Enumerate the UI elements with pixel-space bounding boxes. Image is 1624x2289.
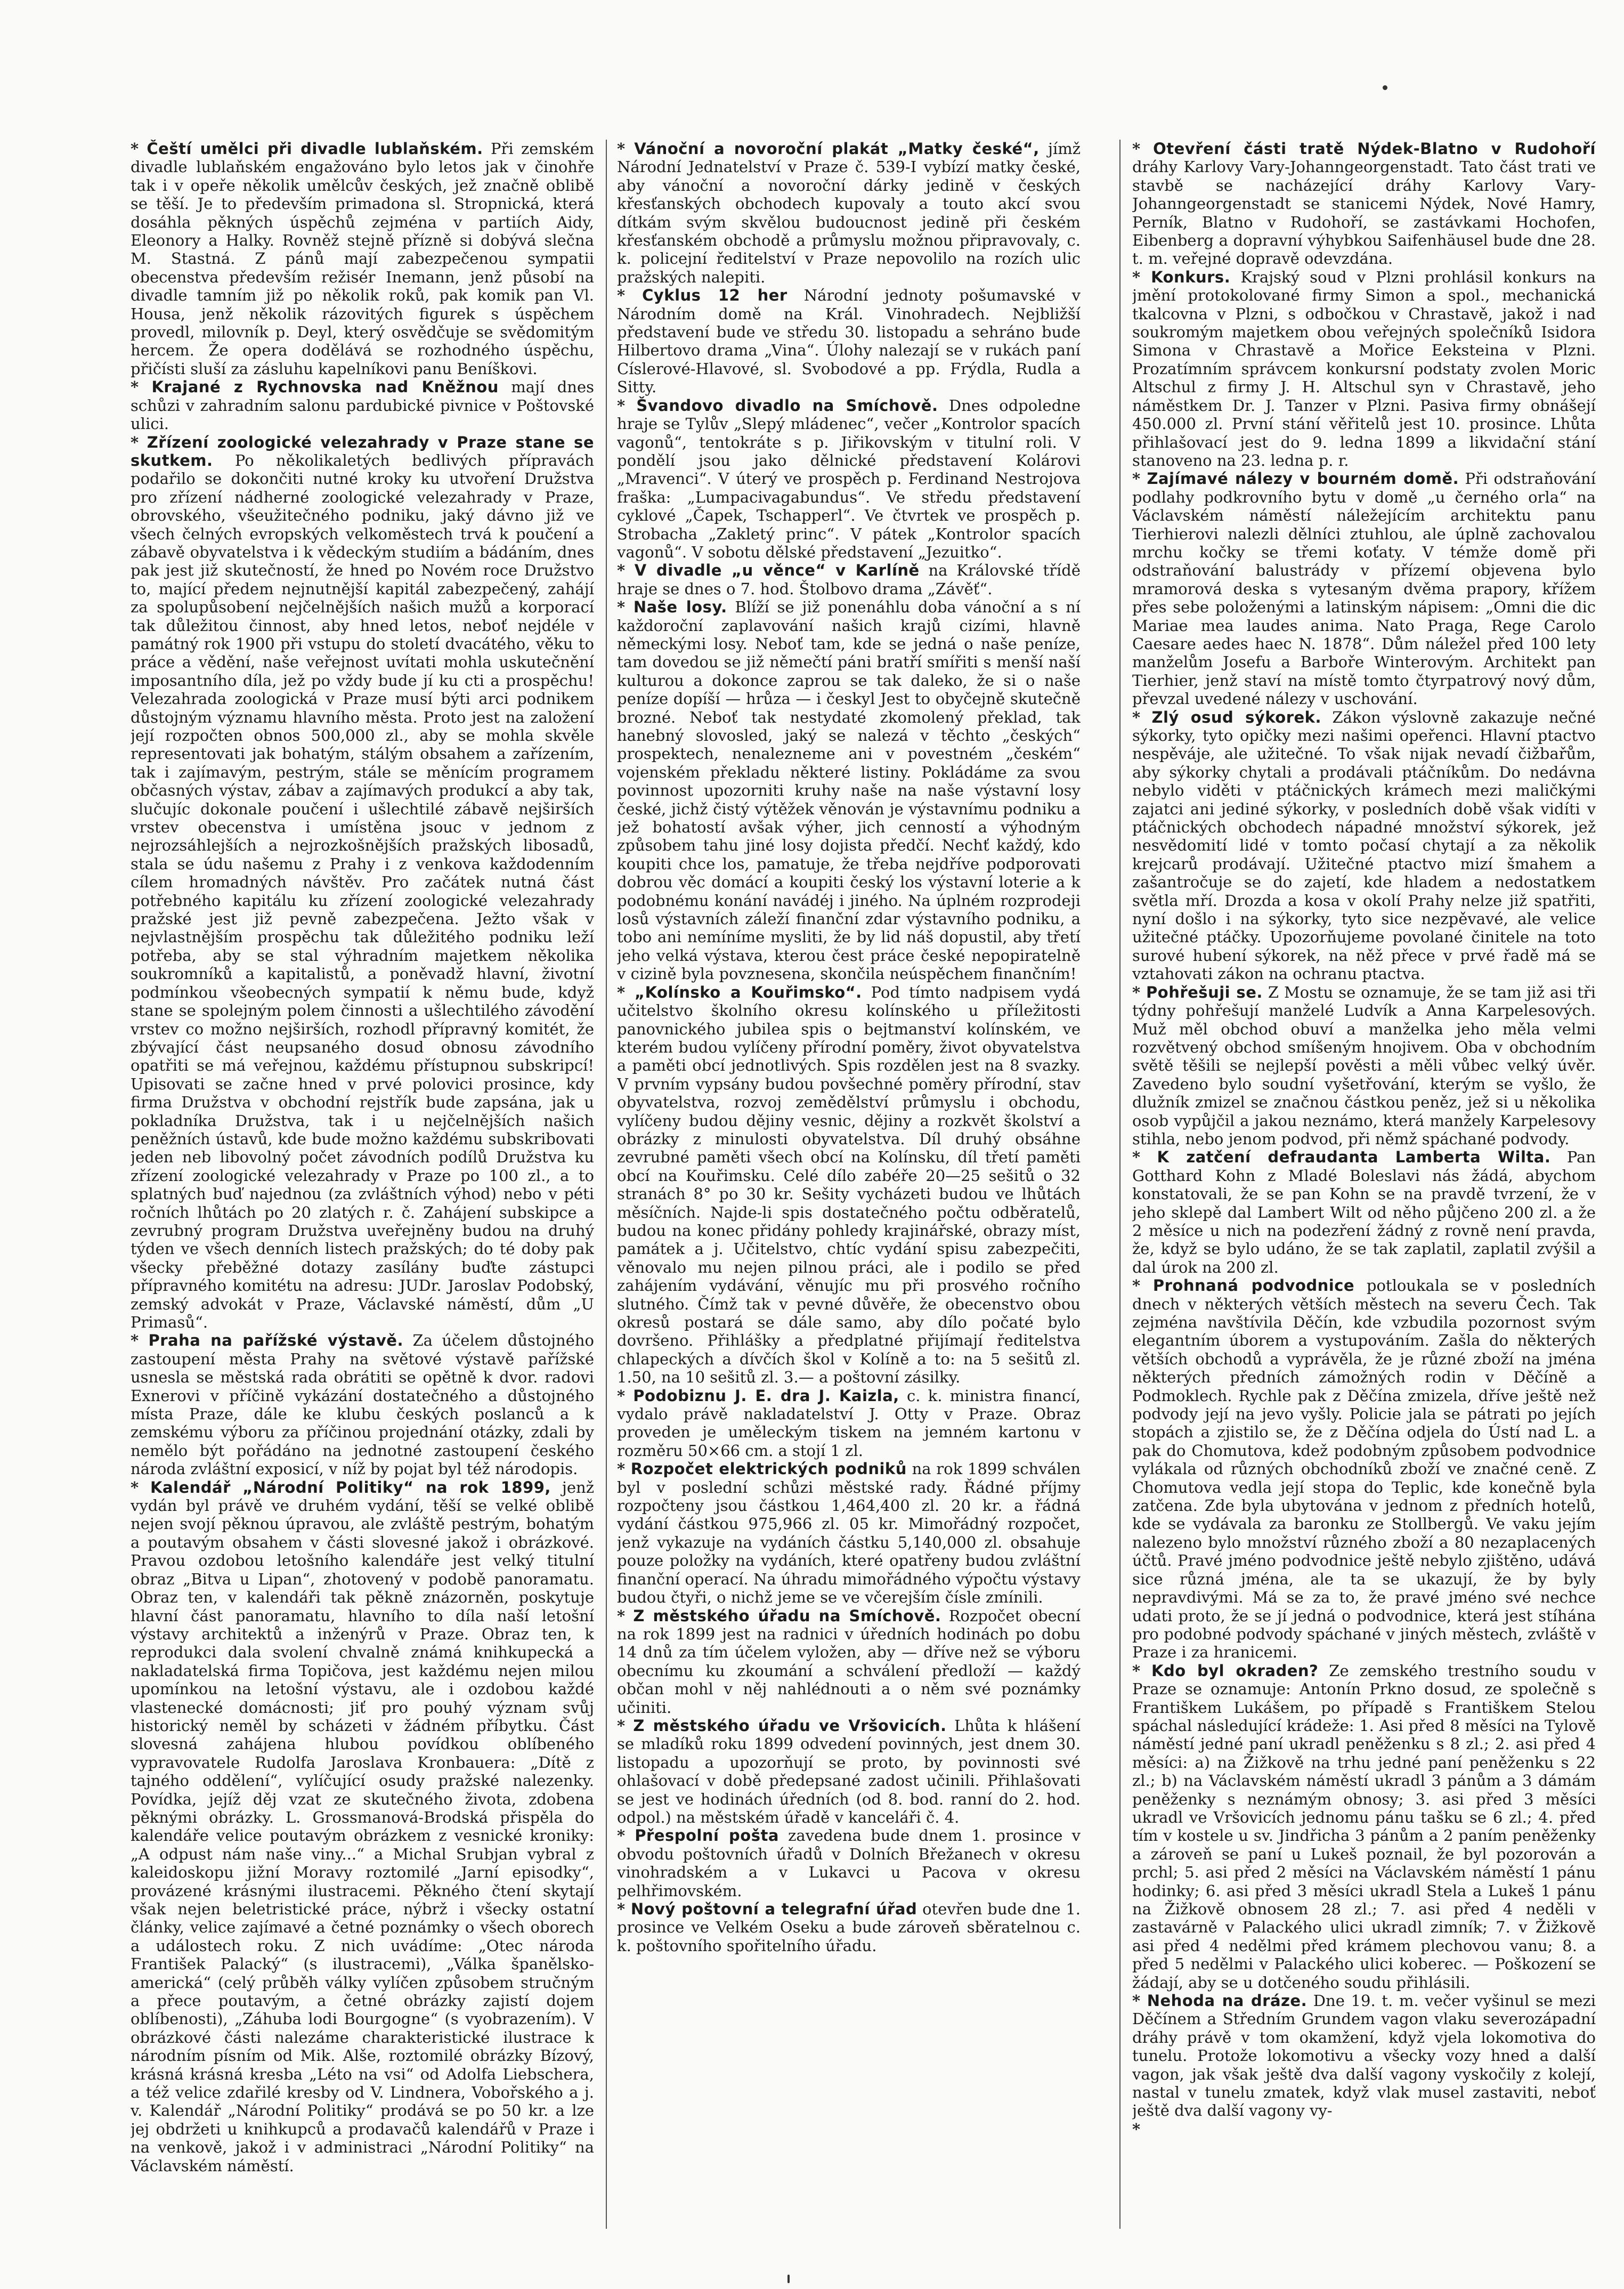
article-headline: Naše losy. — [633, 598, 727, 617]
asterisk-mark: * — [617, 1386, 634, 1405]
article-body: c. k. ministra financí, vydalo právě nakladatelství J. Otty v Praze. Obraz proveden je uměleckým tiskem na jemném kartonu v rozměru 50×66 cm. a stojí 1 zl. — [617, 1386, 1081, 1460]
article — [617, 1826, 1081, 1900]
asterisk-mark: * — [131, 1331, 149, 1350]
article-headline: Konkurs. — [1151, 268, 1231, 286]
asterisk-mark: * — [617, 1460, 631, 1478]
article — [1132, 1148, 1596, 1276]
article-headline: Nehoda na dráze. — [1147, 1992, 1308, 2010]
asterisk-mark: * — [1132, 470, 1147, 488]
article — [1132, 268, 1596, 470]
article-body: Při zemském divadle lublaňském engažováno bylo letos jak v činohře tak i v opeře několik umělcův českých, jež značně oblibě se těší. Je to především primadona sl. Stropnická, která dosáhla pěkných úspěchů zejména v partiích Aidy, Eleonory a Halky. Rovněž stejně přízně si dobývá slečna M. Stastná. Z pánů mají zabezpečenou sympatii obecenstva především režisér Inemann, jenž působí na divadle tamním již po několik roků, pak komik pan Vl. Housa, jenž několik rázovitých figurek s úspěchem provedl, milovník p. Deyl, který osvědčuje se svědomitým hercem. Že opera dodělává se rozhodného úspěchu, přičísti sluší za zásluhu kapelníkovi panu Beníškovi. — [131, 140, 594, 378]
article — [131, 433, 594, 1332]
article — [617, 1387, 1081, 1460]
column-3 — [1132, 140, 1596, 2245]
article-body: Pan Gotthard Kohn z Mladé Boleslavi nás žádá, abychom konstatovali, že se pan Kohn se na pravdě tvrzení, že v jeho sklepě dal Lambert Wilt od něho půjčeno 200 zl. a že 2 měsíce u nich na podezření žádný z rovně není pravda, že, když se bylo udáno, že se tak zaplatil, zaplatil zvýšil a dal úrok na 200 zl. — [1132, 1148, 1596, 1276]
article-body: zavedena bude dnem 1. prosince v obvodu poštovních úřadů v Dolních Břežanech v okresu vinohradském a v Lukavci u Pacova v okresu pelhřimovském. — [617, 1826, 1081, 1900]
article-headline: Krajané z Rychnovska nad Kněžnou — [151, 378, 499, 397]
article-body: dráhy Karlovy Vary-Johanngeorgenstadt. Tato část trati ve stavbě se nacházející dráhy Karlovy Vary-Johanngeorgenstadt se stanicemi Nýdek, Nové Hamry, Perník, Blatno v Rudohoří, se zastávkami Hochofen, Eibenberg a dopravní výhybkou Saifenhäusel bude dne 28. t. m. veřejné dopravě odevzdána. — [1132, 158, 1596, 268]
asterisk-mark: * — [131, 433, 147, 451]
asterisk-mark: * — [131, 378, 152, 397]
article-headline: Kalendář „Národní Politiky“ na rok 1899, — [150, 1478, 551, 1497]
asterisk-mark: * — [617, 396, 637, 415]
article-headline: Přespolní pošta — [635, 1826, 779, 1845]
article-headline: Podobiznu J. E. dra J. Kaizla, — [633, 1386, 899, 1405]
asterisk-mark: * — [1132, 1276, 1153, 1295]
article-headline: Pohřešuji se. — [1146, 983, 1263, 1001]
article — [617, 286, 1081, 396]
article-headline: Z městského úřadu ve Vršovicích. — [633, 1716, 947, 1735]
article-body: jenž vydán byl právě ve druhém vydání, těší se velké oblibě nejen svojí pěknou úpravou, ale zvláště pestrým, bohatým a poutavým obsahem v části slovesné jakož i obrázkové. Pravou ozdobou letošního kalendáře jest velký titulní obraz „Bitva u Lipan“, zhotovený v podobě panoramatu. Obraz ten, v kalendáři tak pěkně znázorněn, poskytuje hlavní část panoramatu, hlavního to díla naší letošní výstavy architektů a inženýrů v Praze. Obraz ten, k reprodukci dala svolení chvalně známá knihkupecká a nakladatelská firma Topičova, jest každému nejen milou upomínkou na letošní výstavu, ale i ozdobou každé vlastenecké domácnosti; jiť pro pouhý význam svůj historický neměl by scházeti v žádném příbytku. Část slovesná zahájena hlubou povídkou oblíbeného vypravovatele Rudolfa Jaroslava Kronbauera: „Dítě z tajného oddělení“, vylíčující osudy pražské nalezenky. Povídka, jejíž děj vzat ze skutečného života, zdobena pěknými obrázky. L. Grossmanová-Brodská přispěla do kalendáře velice poutavým obrázkem z vesnické kroniky: „A odpust nám naše viny...“ a Michal Srubjan vybral z kaleidoskopu jižní Moravy roztomilé „Jarní episodky“, provázené krásnými ilustracemi. Pěkného čtení skytají však nejen beletristické práce, nýbrž i všecky ostatní články, velice zajímavé a četné poznámky o všech oborech a událostech roku. Z nich uvádíme: „Otec národa František Palacký“ (s ilustracemi), „Válka španělsko-americká“ (celý průběh války vylíčen způsobem stručným a přece poutavým, a četné obrázky zajistí dojem oblíbenosti), „Záhuba lodi Bourgogne“ (s vyobrazením). V obrázkové části nalezáme charakteristické ilustrace k národním písním od Mik. Alše, roztomilé obrázky Bízový, krásná krásná kresba „Léto na vsi“ od Adolfa Liebschera, a též velice zdařilé kresby od V. Lindnera, Vobořského a j. v. Kalendář „Národní Politiky“ prodává se po 50 kr. a lze jej obdržeti u knihkupců a prodavačů kalendářů v Praze i na venkově, jakož i v administraci „Národní Politiky“ na Václavském náměstí. — [131, 1478, 594, 2175]
article-body: na rok 1899 schválen byl v poslední schůzi městské rady. Řádné příjmy rozpočteny jsou částkou 1,464,400 zl. 20 kr. a řádná vydání částkou 975,966 zl. 05 kr. Mimořádný rozpočet, jenž vykazuje na vydáních částku 5,140,000 zl. obsahuje pouze položky na vydáních, které opatřeny budou zvláštní finanční operací. Na úhradu mimořádného výpočtu výstavy budou čtyři, o nichž jeme se ve včerejším čísle zmínili. — [617, 1460, 1081, 1607]
article-headline: Zajímavé nálezy v bourném domě. — [1147, 470, 1459, 488]
article-body: Blíží se již ponenáhlu doba vánoční a s ní každoroční zaplavování našich krajů cizími, hlavně německými losy. Neboť tam, kde se jedná o naše peníze, tam dovedou se již němečtí páni bratří smířiti s menší naší kulturou a dokonce zaprou se tak daleko, že si o naše peníze dopíší — hrůza — i českyl Jest to obyčejně skutečně brozné. Neboť tak nestydaté zkomolený překlad, tak hanebný slovosled, jaký se nalezá v těchto „českých“ prospektech, nenalezneme ani v povestném „českém“ vojenském překladu některé listiny. Pokládáme za svou povinnost upozorniti kruhy naše na naše výstavní losy české, jichž čistý výtěžek věnován je výstavnímu podniku a jež bohatostí avšak výher, jich cenností a výhodným způsobem tahu jiné losy dojista předčí. Nechť každý, kdo koupiti chce los, pamatuje, že třeba nejdříve podporovati dobrou věc domácí a koupiti český los výstavní loterie a k podobnému konání navádéj i jiného. Na úplném rozprodeji losů výstavních záleží finanční zdar výstavního podniku, a tobo ani nemíníme mysliti, že by lid náš dopustil, aby třetí jeho velká výstava, kterou čest práce české nepopiratelně v cizině byla povznesena, skončila neúspěchem finančním! — [617, 598, 1081, 983]
article — [1132, 708, 1596, 983]
asterisk-mark: * — [1132, 708, 1152, 726]
asterisk-mark: * — [617, 1606, 634, 1625]
asterisk-mark: * — [617, 286, 643, 305]
article-headline: Vánoční a novoroční plakát „Matky české“, — [634, 140, 1040, 158]
article-headline: Švandovo divadlo na Smíchově. — [636, 396, 938, 415]
article-body: Ze zemského trestního soudu v Praze se oznamuje: Antonín Prkno dosud, ze společně s Františkem Lukášem, po případě s Františkem Stelou spáchal následující krádeže: 1. Asi před 8 měsíci na Tylově náměstí jedné paní ukradl peněženku s 8 zl.; 2. asi před 4 měsíci: a) na Žižkově na trhu jedné paní peněženku s 22 zl.; b) na Václavském náměstí ukradl 3 pánům a 3 dámám peněženky s neznámým obnosy; 3. asi před 3 měsíci ukradl ve Vršovicích jednomu pánu tašku se 6 zl.; 4. před tím v kostele u sv. Jindřicha 3 pánům a 2 paním peněženky a zároveň se paní u Lukeš poznail, že byl pozorován a prchl; 5. asi před 2 měsíci na Václavském náměstí 1 pánu hodinky; 6. asi před 3 měsíci ukradl Stela a Lukeš 1 pánu na Žižkově obnosem 28 zl.; 7. asi před 4 neděli v zastavárně v Palackého ulici ukradl zimník; 7. v Žižkově asi před 4 nedělmi před krámem plechovou vanu; 8. a před 5 nedělmi v Palackého ulici koberec. — Poškození se žádají, aby se u dotčeného soudu přihlásili. — [1132, 1661, 1596, 1992]
asterisk-mark: * — [1132, 1661, 1151, 1680]
asterisk-mark: * — [1132, 2120, 1141, 2138]
column-2 — [617, 140, 1081, 2245]
article-headline: Z městského úřadu na Smíchově. — [633, 1606, 941, 1625]
article-headline: Prohnaná podvodnice — [1152, 1276, 1355, 1295]
article — [617, 140, 1081, 286]
article-body: Při odstraňování podlahy podkrovního bytu v domě „u černého orla“ na Václavském náměstí náležejícím architektu panu Tierhierovi nalezli dělníci ztuhlou, ale úplně zachovalou mrchu kočky se třemi koťaty. V témže domě při odstraňování balustrády v přízemí objevena bylo mramorová deska s vytesaným dvěma prapory, křížem přes sebe položenými a latinským nápisem: „Omni die dic Mariae mea laudes anima. Nato Praga, Rege Carolo Caesare aedes haec N. 1878“. Dům náležel před 100 lety manželům Josefu a Barboře Winterovým. Architekt pan Tierhier, jenž staví na místě tomto čtyrpatrový nový dům, převzal uvedené nálezy v uschování. — [1132, 470, 1596, 708]
article-body: Krajský soud v Plzni prohlásil konkurs na jmění protokolované firmy Simon a spol., mechanická tkalcovna v Plzni, s odbočkou v Chrastavě, jakož i nad soukromým majetkem obou veřejných společníků Isidora Simona v Chrastavě a Mořice Eeksteina v Plzni. Prozatímním správcem konkursní podstaty zvolen Moric Altschul z firmy J. H. Altschul syn v Chrastavě, jeho náměstkem Dr. J. Tanzer v Plzni. Pasiva firmy obnášejí 450.000 zl. První stání věřitelů jest 10. prosince. Lhůta přihlašovací jest do 9. ledna 1899 a likvidační stání stanoveno na 23. ledna p. r. — [1132, 268, 1596, 470]
article-headline: „Kolínsko a Kouřimsko“. — [635, 983, 862, 1001]
asterisk-mark: * — [1132, 1148, 1157, 1167]
article — [1132, 1992, 1596, 2120]
article-headline: Zlý osud sýkorek. — [1151, 708, 1321, 726]
article — [617, 1607, 1081, 1717]
asterisk-mark: * — [131, 1478, 150, 1497]
asterisk-mark: * — [1132, 268, 1151, 286]
article-headline: Cyklus 12 her — [642, 286, 787, 305]
article-headline: Rozpočet elektrických podniků — [630, 1460, 907, 1478]
column-1 — [131, 140, 594, 2245]
article — [617, 598, 1081, 983]
print-speck — [1383, 85, 1387, 90]
article — [1132, 1662, 1596, 1992]
asterisk-mark: * — [1132, 983, 1147, 1001]
asterisk-mark: * — [131, 140, 147, 158]
article — [1132, 140, 1596, 268]
article-headline: Nový poštovní a telegrafní úřad — [630, 1900, 917, 1918]
article-body: Zákon výslovně zakazuje nečné sýkorky, tyto opičky mezi našimi opeřenci. Hlavní ptactvo nespěváje, ale užitečné. To však nijak nevadí čižbařům, aby sýkorky chytali a prodávali ptáčníkům. Do nedávna nebylo viděti v ptáčnických krámech mezi maličkými zajatci ani jediné sýkorky, v posledních době však vidíti v ptáčnických obchodech nápadné množství sýkorek, jež nesvědomití lidé v tomto počasí chytají a za několik krejcarů prodávají. Užitečné ptactvo mizí šmahem a zašantročuje se do zajetí, kde hladem a nedostatkem světla mří. Drozda a kosa v okolí Prahy nelze již spatřiti, nyní došlo i na sýkorky, tyto sice nezpěvavé, ale velice užitečné ptáčky. Upozorňujeme povolané činitele na toto surové hubení sýkorek, na něž přece v prvé řadě má se vztahovati zákon na ochranu ptactva. — [1132, 708, 1596, 983]
article-body: na Královské třídě hraje se dnes o 7. hod. Štolbovo drama „Závěť“. — [617, 561, 1081, 598]
asterisk-mark: * — [617, 1826, 635, 1845]
article-body: Lhůta k hlášení se mladíků roku 1899 odvedení povinných, jest dnem 30. listopadu a upozorňují se proto, by povinnosti své ohlašovací v době předepsané zadost učinili. Přihlašovati se jest ve hodinách úředních (od 8. bod. ranní do 2. hod. odpol.) na městském úřadě v kanceláři č. 4. — [617, 1716, 1081, 1826]
article — [131, 1478, 594, 2175]
print-speck — [787, 2275, 790, 2283]
article — [617, 397, 1081, 562]
article-body: mají dnes schůzi v zahradním salonu pardubické pivnice v Poštovské ulici. — [131, 378, 594, 433]
article — [617, 983, 1081, 1387]
article — [617, 1460, 1081, 1606]
article-headline: Čeští umělci při divadle lublaňském. — [147, 140, 483, 158]
asterisk-mark: * — [617, 561, 635, 580]
article — [617, 561, 1081, 598]
article-body: otevřen bude dne 1. prosince ve Velkém Oseku a bude zároveň sběratelnou c. k. poštovního spořitelního úřadu. — [617, 1900, 1081, 1955]
article-body: Národní jednoty pošumavské v Národním domě na Král. Vinohradech. Nejbližší představení bude ve středu 30. listopadu a sehráno bude Hilbertovo drama „Vina“. Úlohy nalezají se v rukách paní Císlerové-Hlavové, sl. Svobodové a pp. Frýdla, Rudla a Sitty. — [617, 286, 1081, 397]
article — [617, 1900, 1081, 1955]
column-divider — [606, 140, 607, 2229]
asterisk-mark: * — [617, 1900, 631, 1918]
asterisk-mark: * — [1132, 140, 1154, 158]
article-body: Dnes odpoledne hraje se Tylův „Slepý mládenec“, večer „Kontrolor spacích vagonů“, tentokráte s p. Jiřikovským v titulní roli. V pondělí jsou jako dělnické představení Kolárovi „Mravenci“. V úterý ve prospěch p. Ferdinand Nestrojova fraška: „Lumpacivagabundus“. Ve středu představení cyklové „Čapek, Tschapperl“. Ve čtvrtek ve prospěch p. Strobacha „Zakletý princ“. V pátek „Kontrolor spacích vagonů“. V sobotu dělské představení „Jezuitko“. — [617, 396, 1081, 561]
article — [1132, 2120, 1596, 2138]
article — [131, 1331, 594, 1478]
article-body: Za účelem důstojného zastoupení města Prahy na světové výstavě pařížské usnesla se městská rada obrátiti se opětně k dvor. radovi Exnerovi v příčině vykázání dostatečného a důstojného místa Praze, dále ke klubu českých poslanců a k zemskému výboru za příčinou projednání otázky, zdali by nemělo být pořádáno na jednotné zastoupení českého národa zvláštní exposicí, v níž by pojat byl též národopis. — [131, 1331, 594, 1478]
asterisk-mark: * — [617, 983, 635, 1001]
article-headline: Praha na pařížské výstavě. — [148, 1331, 403, 1350]
article-headline: V divadle „u věnce“ v Karlíně — [634, 561, 920, 580]
asterisk-mark: * — [1132, 1992, 1147, 2010]
article-body: potloukala se v posledních dnech v některých větších městech na severu Čech. Tak zejména navštívila Děčín, kde vzbudila pozornost svým elegantním úborem a vystupováním. Zašla do některých větších obchodů a vyprávěla, že je různé zboží na jména některých předních zámožných rodin v Děčíně a Podmoklech. Rychle pak z Děčína zmizela, dříve ještě než podvody její na jevo vyšly. Policie jala se pátrati po jejích stopách a zjistilo se, že z Děčína odjela do Ústí nad L. a pak do Chomutova, kdež podobným způsobem podvodnice vylákala od různých obchodníků zboží ve značné ceně. Z Chomutova vedla její stopa do Teplic, kde konečně byla zatčena. Zde byla ubytována v jednom z předních hotelů, kde se vydávala za baronku ze Stollbergů. Ve vaku jejím nalezeno bylo množství různého zboží a 80 nezaplacených účtů. Pravé jméno podvodnice ještě nebylo zjištěno, udává sice různá jména, ale ta se ukazují, že by byly nepravdivými. Má se za to, že pravé jméno své nechce udati proto, že se jí jedná o podvodnice, která jest stíhána pro podobné podvody spáchané v jiných městech, zvláště v Praze i za hranicemi. — [1132, 1276, 1596, 1662]
article — [1132, 470, 1596, 708]
article — [131, 140, 594, 378]
article-body: Dne 19. t. m. večer vyšinul se mezi Děčínem a Středním Grundem vagon vlaku severozápadní dráhy právě v tom okamžení, když vjela lokomotiva do tunelu. Protože lokomotivu a všecky vozy hned a další vagon, jak však ještě dva další vagony vyskočily z kolejí, nastal v tunelu zmatek, když vlak musel zastaviti, neboť ještě dva další vagony vy- — [1132, 1992, 1596, 2120]
article — [1132, 983, 1596, 1148]
column-divider — [1119, 140, 1120, 2229]
asterisk-mark: * — [617, 140, 635, 158]
article-body: Z Mostu se oznamuje, že se tam již asi tři týdny pohřešují manželé Ludvík a Anna Karpelesových. Muž měl obchod obuví a manželka jeho měla velmi rozvětvený obchod smíšeným hnojivem. Oba v obchodním světě těšili se nejlepší pověsti a měli vůbec velký úvěr. Zavedeno bylo soudní vyšetřování, kterým se vyšlo, že dlužník zmizel se značnou částkou peněz, jež si u několika osob vypůjčil a jakou neznámo, která manžely Karpelesovy stihla, nebo jenom podvod, při němž spáchané podvody. — [1132, 983, 1596, 1148]
article — [131, 378, 594, 433]
asterisk-mark: * — [617, 598, 634, 617]
article-body: jímž Národní Jednatelství v Praze č. 539-I vybízí matky české, aby vánoční a novoroční dárky jedině v českých křesťanských obchodech kupovaly a touto akcí svou dítkám svým skvělou budoucnost jedině při českém křesťanském obchodě a průmyslu možnou připravovaly, c. k. policejní ředitelství v Praze nepovolilo na rozích ulic pražských nalepiti. — [617, 140, 1081, 286]
article — [617, 1717, 1081, 1826]
article — [1132, 1276, 1596, 1662]
asterisk-mark: * — [617, 1716, 634, 1735]
article-headline: Otevření části tratě Nýdek-Blatno v Rudohoří — [1153, 140, 1596, 158]
article-body: Pod tímto nadpisem vydá učitelstvo školního okresu kolínského u příležitosti panovnického jubilea spis o bejtmanství kolínském, ve kterém budou vylíčeny přírodní poměry, život obyvatelstva a paměti obcí jednotlivých. Spis rozdělen jest na 8 svazky. V prvním vypsány budou povšechné poměry přírodní, stav obyvatelstva, rozvoj zemědělství průmyslu i obchodu, vylíčeny budou dějiny vesnic, dějiny a rozkvět školství a obrázky z minulosti obyvatelstva. Díl druhý obsáhne zevrubné paměti všech obcí na Kolínsku, díl třetí paměti obcí na Kouřimsku. Celé dílo zabéře 20—25 sešitů o 32 stranách 8° po 30 kr. Sešity vycházeti budou ve lhůtách měsíčních. Najde-li spis dostatečného počtu odběratelů, budou na konec přidány pohledy krajinářské, obrazy míst, památek a j. Učitelstvo, chtíc vydání spisu zabezpečiti, věnovalo mu nejen pilnou práci, ale i podilo se před zahájením vydávání, věnujíc mu při prosvého ročního slutného. Čímž tak v pevné důvěře, že obecenstvo obou okresů postará se dále samo, aby dílo počaté bylo dovršeno. Přihlášky a předplatné přijímají ředitelstva chlapeckých a dívčích škol v Kolíně a to: na 5 sešitů zl. 1.50, na 10 sešitů zl. 3.— a poštovní zásilky. — [617, 983, 1081, 1387]
article-headline: Kdo byl okraden? — [1151, 1661, 1319, 1680]
article-body: Po několikaletých bedlivých přípravách podařilo se dokončiti nutné kroky ku utvoření Družstva pro zřízení nádherné zoologické velezahrady v Praze, obrovského, všeužitečného podniku, jaký dávno již ve všech čelných evropských velkoměstech trvá k poučení a zábavě obyvatelstva i k vědeckým studiím a bádáním, dnes pak jest již skutečností, že hned po Novém roce Družstvo to, mající předem nejnutnější kapitál zabezpečený, zahájí za spolupůsobení nejčelnějších našich mužů a korporací tak důležitou činnost, aby hned letos, neboť nejdéle v památný rok 1900 při vstupu do století dvacátého, věku to práce a vědění, naše veřejnost uvítati mohla uskutečnění imposantního díla, jež po vždy bude jí ku cti a prospěchu! Velezahrada zoologická v Praze musí býti arci podnikem důstojným významu hlavního města. Proto jest na založení její rozpočten obnos 500,000 zl., aby se mohla skvěle representovati jak bohatým, stálým obsahem a zařízením, tak i zajímavým, pestrým, stále se měnícím programem občasných výstav, zábav a zajímavých produkcí a aby tak, slučujíc dokonale poučení i ušlechtilé zábavě nejširších vrstev obecenstva i umístěna jsouc v jednom z nejrozsáhlejších a nejrozkošnějších pražských libosadů, stala se údu našemu z Prahy i z venkova každodenním cílem hromadných návštěv. Pro začátek nutná část potřebného kapitálu ku zřízení zoologické velezahrady pražské jest již pevně zabezpečena. Ježto však v nejvlastnějším prospěchu tak důležitého podniku leží potřeba, aby se stal výhradním majetkem několika soukromníků a kapitalistů, a poněvadž hlavní, životní podmínkou všeobecných sympatií k němu bude, když stane se spolejným polem činnosti a ušlechtilého závodění vrstev co možno nejširších, rozhodl přípravný komitét, že zbývající část neupsaného dosud obnosu závodního opatřiti se má veřejnou, každému přístupnou subskripcí! Upisovati se začne hned v prvé polovici prosince, kdy firma Družstva v obchodní rejstřík bude zapsána, jak u pokladníka Družstva, tak i u nejčelnějších našich peněžních ústavů, kde bude možno každému subskribovati jeden neb libovolný počet závodních podílů Družstva ku zřízení zoologické velezahrady v Praze po 100 zl., a to splatných buď najednou (za zvláštních výhod) nebo v péti ročních lhůtách po 20 zlatých r. č. Zahájení subskipce a zevrubný program Družstva uveřejněny budou na druhý týden ve všech denních listech pražských; do té doby pak všecky přeběžné dotazy zasílány buďte zástupci přípravného komitétu na adresu: JUDr. Jaroslav Podobský, zemský advokát v Praze, Václavské náměstí, dům „U Primasů“. — [131, 451, 594, 1331]
article-body: Rozpočet obecní na rok 1899 jest na radnici v úředních hodinách po dobu 14 dnů za tím účelem vyložen, aby — dříve než se výboru obecnímu ku zkoumání a schválení předloží — každý občan mohl v něj nahlédnouti a o něm své poznámky učiniti. — [617, 1606, 1081, 1717]
article-headline: Zřízení zoologické velezahrady v Praze stane se skutkem. — [131, 433, 594, 470]
article-headline: K zatčení defraudanta Lamberta Wilta. — [1157, 1148, 1551, 1167]
